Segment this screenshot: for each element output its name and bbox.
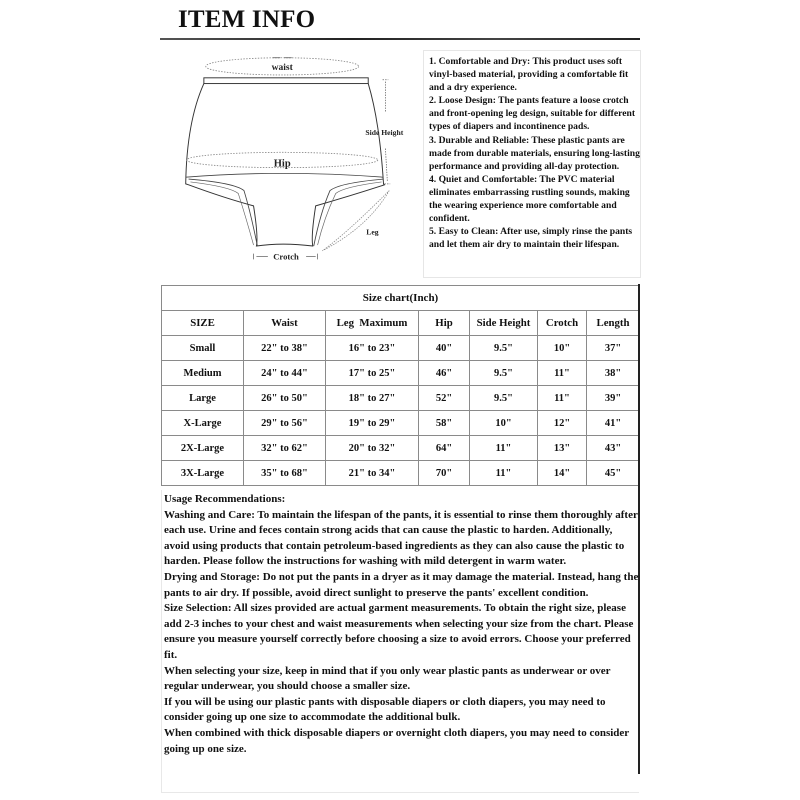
column-header-leg-maximum: Leg Maximum [326, 311, 419, 336]
column-header-side-height: Side Height [470, 311, 538, 336]
cell-leg: 21" to 34" [326, 461, 419, 486]
pants-illustration-icon [158, 44, 416, 276]
cell-crotch: 11" [538, 386, 587, 411]
feature-item: 5. Easy to Clean: After use, simply rinse the pants and let them air dry to maintain their lifespan. [429, 226, 633, 251]
cell-crotch: 14" [538, 461, 587, 486]
cell-hip: 64" [419, 436, 470, 461]
hip-label: Hip [273, 158, 291, 170]
cell-length: 39" [587, 386, 640, 411]
cell-length: 38" [587, 361, 640, 386]
table-row [162, 361, 640, 386]
usage-paragraph: When combined with thick disposable diapers or overnight cloth diapers, you may need to consider going up one size. [164, 726, 629, 755]
cell-waist: 35" to 68" [244, 461, 326, 486]
cell-leg: 19" to 29" [326, 411, 419, 436]
crotch-label: Crotch [273, 251, 299, 262]
title-divider [160, 38, 640, 40]
column-header-size: SIZE [162, 311, 244, 336]
page-title: ITEM INFO [178, 6, 316, 33]
cell-hip: 52" [419, 386, 470, 411]
feature-item: 4. Quiet and Comfortable: The PVC material eliminates embarrassing rustling sounds, making the wearing experience more comfortable and confident. [429, 173, 630, 225]
feature-list [423, 50, 641, 278]
cell-leg: 18" to 27" [326, 386, 419, 411]
cell-leg: 20" to 32" [326, 436, 419, 461]
cell-crotch: 13" [538, 436, 587, 461]
cell-length: 37" [587, 336, 640, 361]
column-header-length: Length [587, 311, 640, 336]
column-header-crotch: Crotch [538, 311, 587, 336]
feature-item: 2. Loose Design: The pants feature a loose crotch and front-opening leg design, suitable for different types of diapers and incontinence pads. [429, 95, 636, 133]
cell-hip: 46" [419, 361, 470, 386]
usage-recommendations [161, 490, 639, 793]
cell-size: 3X-Large [162, 461, 244, 486]
cell-hip: 58" [419, 411, 470, 436]
size-chart-caption: Size chart(Inch) [162, 286, 640, 311]
cell-length: 41" [587, 411, 640, 436]
cell-waist: 24" to 44" [244, 361, 326, 386]
cell-side-height: 11" [470, 461, 538, 486]
usage-paragraph: Size Selection: All sizes provided are actual garment measurements. To obtain the right size, please add 2-3 inches to your chest and waist measurements when selecting your size from the chart. Please ensure you measure yourself correctly before choosing a size to avoid errors. Choose your preferred fit. [164, 602, 634, 661]
cell-size: Large [162, 386, 244, 411]
usage-paragraph: If you will be using our plastic pants with disposable diapers or cloth diapers, you may need to consider going up one size to accommodate the additional bulk. [164, 695, 606, 724]
cell-side-height: 9.5" [470, 386, 538, 411]
cell-hip: 40" [419, 336, 470, 361]
usage-paragraph: When selecting your size, keep in mind that if you only wear plastic pants as underwear or over regular underwear, you should choose a smaller size. [164, 664, 611, 693]
leg-label: Leg [366, 227, 379, 237]
waist-label: waist [271, 62, 293, 74]
table-row [162, 336, 640, 361]
size-chart [161, 285, 639, 486]
side-height-label: Side Height [365, 128, 404, 138]
usage-paragraph: Washing and Care: To maintain the lifespan of the pants, it is essential to rinse them thoroughly after each use. Urine and feces contain strong acids that can cause the plastic to harden. Additionally, avoid using products that contain petroleum-based ingredients as they can also cause the plastic to harden. Please follow the instructions for washing with mild detergent in warm water. [164, 508, 638, 568]
cell-size: 2X-Large [162, 436, 244, 461]
feature-item: 3. Durable and Reliable: These plastic pants are made from durable materials, ensuring long-lasting performance and providing all-day protection. [429, 134, 640, 172]
usage-heading: Usage Recommendations: [164, 493, 286, 505]
cell-waist: 29" to 56" [244, 411, 326, 436]
table-row [162, 436, 640, 461]
cell-leg: 16" to 23" [326, 336, 419, 361]
cell-crotch: 11" [538, 361, 587, 386]
cell-side-height: 11" [470, 436, 538, 461]
cell-waist: 26" to 50" [244, 386, 326, 411]
cell-side-height: 9.5" [470, 336, 538, 361]
usage-paragraph: Drying and Storage: Do not put the pants in a dryer as it may damage the material. Instead, hang the pants to air dry. If possible, avoid direct sunlight to preserve the pants' excellent condition. [164, 570, 639, 599]
cell-waist: 22" to 38" [244, 336, 326, 361]
cell-length: 43" [587, 436, 640, 461]
cell-leg: 17" to 25" [326, 361, 419, 386]
column-header-waist: Waist [244, 311, 326, 336]
size-chart-table [161, 285, 640, 486]
cell-hip: 70" [419, 461, 470, 486]
table-row [162, 386, 640, 411]
table-row [162, 461, 640, 486]
column-header-hip: Hip [419, 311, 470, 336]
cell-crotch: 12" [538, 411, 587, 436]
cell-crotch: 10" [538, 336, 587, 361]
measurement-diagram [158, 44, 416, 276]
cell-size: X-Large [162, 411, 244, 436]
cell-size: Medium [162, 361, 244, 386]
cell-waist: 32" to 62" [244, 436, 326, 461]
cell-side-height: 10" [470, 411, 538, 436]
cell-length: 45" [587, 461, 640, 486]
cell-side-height: 9.5" [470, 361, 538, 386]
table-row [162, 411, 640, 436]
cell-size: Small [162, 336, 244, 361]
feature-item: 1. Comfortable and Dry: This product uses soft vinyl-based material, providing a comfortable fit and a dry experience. [429, 56, 629, 94]
table-header-row [162, 311, 640, 336]
